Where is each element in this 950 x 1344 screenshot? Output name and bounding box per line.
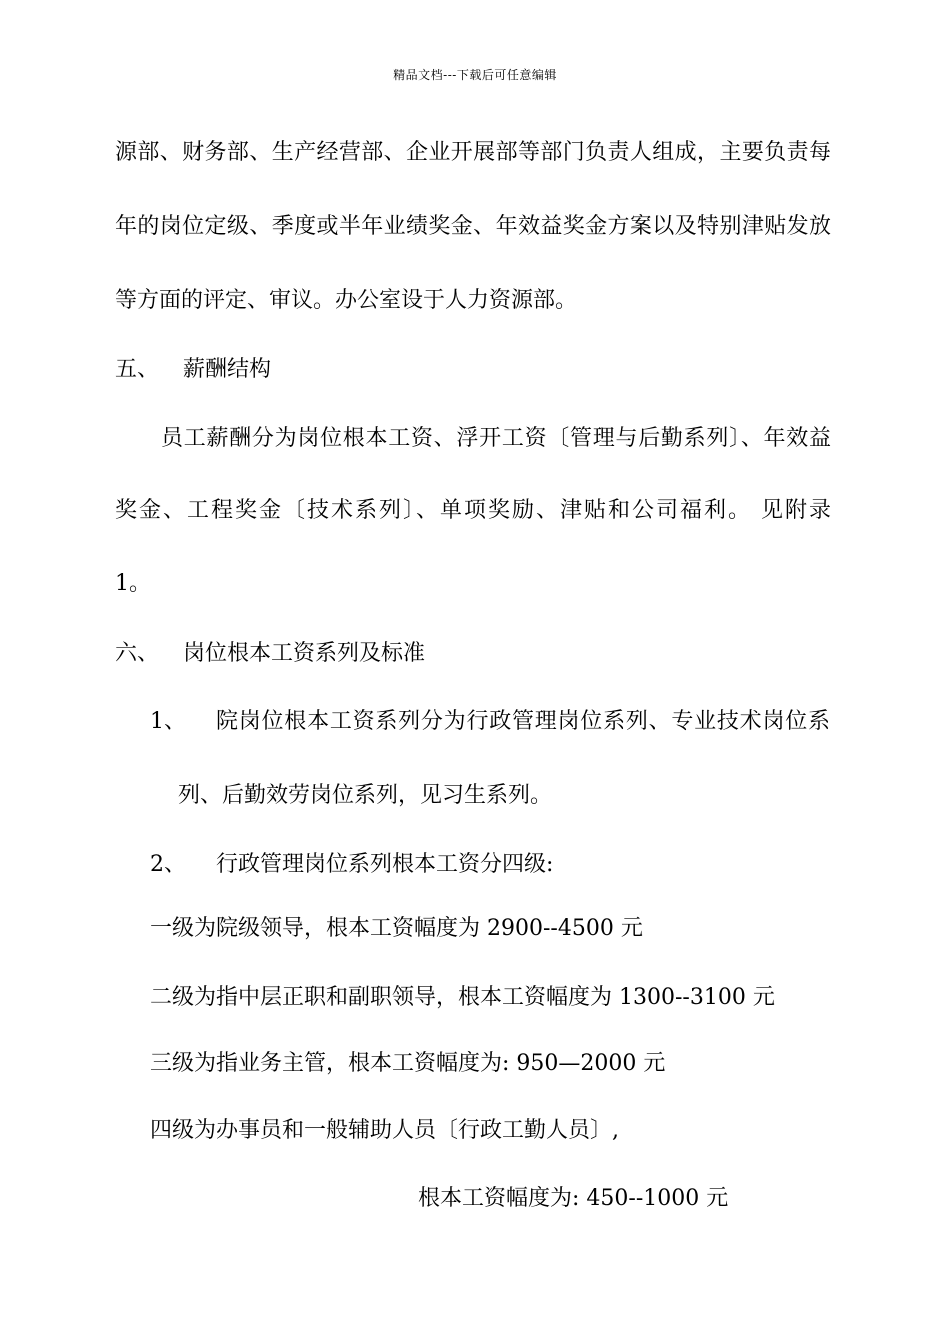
grade-line: 四级为办事员和一般辅助人员〔行政工勤人员〕,	[150, 1118, 619, 1143]
list-number: 1、	[150, 709, 186, 734]
section-title: 薪酬结构	[183, 357, 272, 382]
paragraph-line: 员工薪酬分为岗位根本工资、浮开工资〔管理与后勤系列〕、年效益	[161, 426, 831, 451]
list-number: 2、	[150, 852, 186, 877]
page-header: 精品文档---下载后可任意编辑	[393, 68, 557, 82]
list-item-line: 列、后勤效劳岗位系列，见习生系列。	[178, 783, 553, 808]
section-title: 岗位根本工资系列及标准	[183, 641, 426, 666]
section-number: 六、	[115, 641, 160, 666]
paragraph-line: 1。	[115, 571, 151, 596]
grade-line: 根本工资幅度为: 450--1000 元	[418, 1186, 729, 1211]
grade-line: 三级为指业务主管，根本工资幅度为: 950—2000 元	[150, 1051, 666, 1076]
paragraph-line: 源部、财务部、生产经营部、企业开展部等部门负责人组成，主要负责每	[115, 140, 831, 165]
grade-line: 一级为院级领导，根本工资幅度为 2900--4500 元	[150, 916, 643, 941]
list-item-line: 行政管理岗位系列根本工资分四级:	[216, 852, 554, 877]
section-number: 五、	[115, 357, 160, 382]
grade-line: 二级为指中层正职和副职领导，根本工资幅度为 1300--3100 元	[150, 985, 775, 1010]
paragraph-line: 等方面的评定、审议。办公室设于人力资源部。	[115, 288, 578, 313]
paragraph-line: 年的岗位定级、季度或半年业绩奖金、年效益奖金方案以及特别津贴发放	[115, 214, 831, 239]
list-item-line: 院岗位根本工资系列分为行政管理岗位系列、专业技术岗位系	[216, 709, 830, 734]
paragraph-line: 奖金、工程奖金〔技术系列〕、单项奖励、津贴和公司福利。 见附录	[115, 498, 831, 523]
